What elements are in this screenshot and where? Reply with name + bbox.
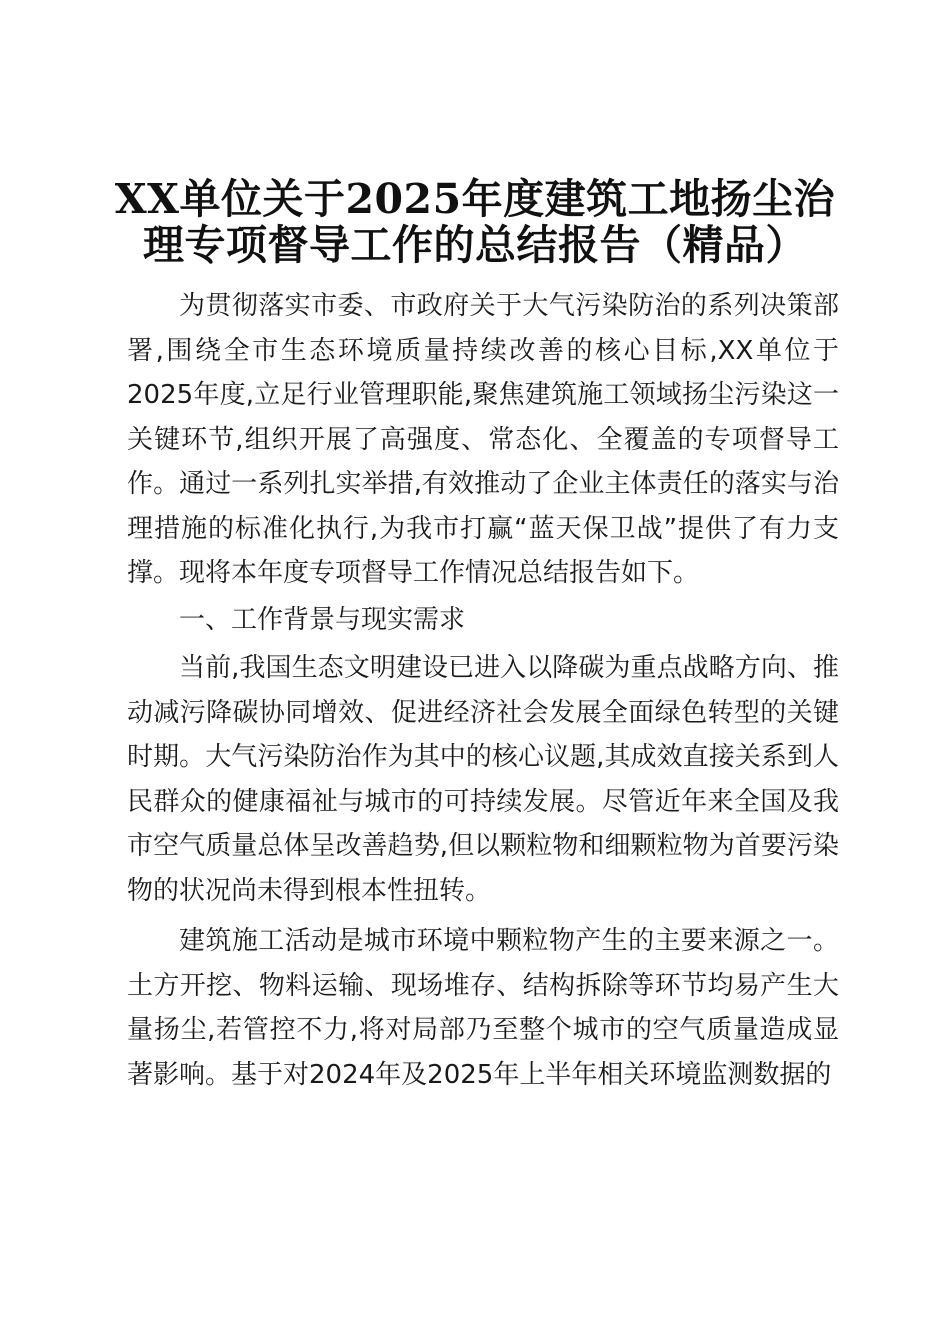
title-line-1: XX单位关于2025年度建筑工地扬尘治 bbox=[114, 175, 836, 223]
document-title bbox=[100, 176, 850, 268]
section1-paragraph-1: 当前,我国生态文明建设已进入以降碳为重点战略方向、推动减污降碳协同增效、促进经济社会发展全面绿色转型的关键时期。大气污染防治作为其中的核心议题,其成效直接关系到人民群众的健康福祉与城市的可持续发展。尽管近年来全国及我市空气质量总体呈改善趋势,但以颗粒物和细颗粒物为首要污染物的状况尚未得到根本性扭转。 bbox=[127, 653, 839, 906]
title-line-2: 理专项督导工作的总结报告（精品） bbox=[143, 221, 807, 269]
section1-paragraph-2: 建筑施工活动是城市环境中颗粒物产生的主要来源之一。土方开挖、物料运输、现场堆存、结构拆除等环节均易产生大量扬尘,若管控不力,将对局部乃至整个城市的空气质量造成显著影响。基于对2024年及2025年上半年相关环境监测数据的 bbox=[127, 926, 839, 1090]
section-heading-1: 一、工作背景与现实需求 bbox=[179, 604, 466, 635]
intro-paragraph: 为贯彻落实市委、市政府关于大气污染防治的系列决策部署,围绕全市生态环境质量持续改善的核心目标,XX单位于2025年度,立足行业管理职能,聚焦建筑施工领域扬尘污染这一关键环节,组织开展了高强度、常态化、全覆盖的专项督导工作。通过一系列扎实举措,有效推动了企业主体责任的落实与治理措施的标准化执行,为我市打赢“蓝天保卫战”提供了有力支撑。现将本年度专项督导工作情况总结报告如下。 bbox=[127, 291, 839, 588]
document-body bbox=[127, 284, 839, 1097]
